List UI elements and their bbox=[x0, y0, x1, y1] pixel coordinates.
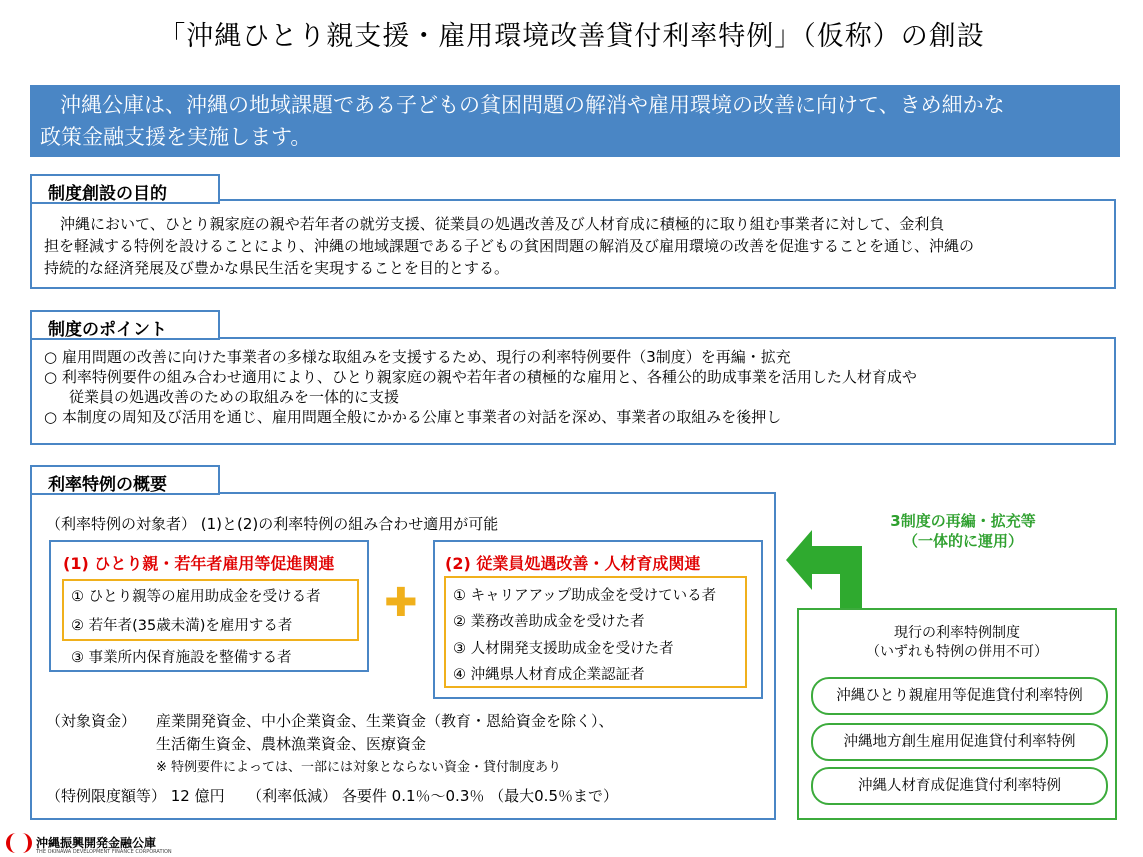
condition-2-item-1: ① キャリアアップ助成金を受けている者 bbox=[453, 588, 717, 604]
lead-line-1: 沖縄公庫は、沖縄の地域課題である子どもの貧困問題の解消や雇用環境の改善に向けて、きめ細かな bbox=[60, 93, 1005, 117]
condition-2-item-2: ② 業務改善助成金を受けた者 bbox=[453, 614, 645, 630]
condition-box-1 bbox=[49, 540, 369, 672]
condition-2-item-4: ④ 沖縄県人材育成企業認証者 bbox=[453, 667, 645, 683]
footer-org-name-en: THE OKINAWA DEVELOPMENT FINANCE CORPORATION bbox=[36, 849, 172, 855]
purpose-heading: 制度創設の目的 bbox=[30, 174, 220, 204]
limit-line: （特例限度額等） 12 億円 （利率低減） 各要件 0.1％～0.3％ （最大0.5％まで） bbox=[46, 787, 618, 805]
purpose-line-1: 沖縄において、ひとり親家庭の親や若年者の就労支援、従業員の処遇改善及び人材育成に積極的に取り組む事業者に対して、金利負 bbox=[60, 215, 945, 233]
overview-heading: 利率特例の概要 bbox=[30, 465, 220, 495]
points-heading: 制度のポイント bbox=[30, 310, 220, 340]
purpose-box bbox=[30, 199, 1116, 289]
condition-2-item-3: ③ 人材開発支援助成金を受けた者 bbox=[453, 641, 674, 657]
point-1: ○ 雇用問題の改善に向けた事業者の多様な取組みを支援するため、現行の利率特例要件（3制度）を再編・拡充 bbox=[44, 348, 791, 366]
purpose-line-3: 持続的な経済発展及び豊かな県民生活を実現することを目的とする。 bbox=[44, 259, 510, 277]
condition-box-2 bbox=[433, 540, 763, 699]
point-2-continued: 従業員の処遇改善のための取組みを一体的に支援 bbox=[69, 388, 400, 406]
target-line: （利率特例の対象者） (1)と(2)の利率特例の組み合わせ適用が可能 bbox=[46, 515, 499, 533]
point-3: ○ 本制度の周知及び活用を通じ、雇用問題全般にかかる公庫と事業者の対話を深め、事業者の取組みを後押し bbox=[44, 408, 782, 426]
funds-line-1: 産業開発資金、中小企業資金、生業資金（教育・恩給資金を除く）、 bbox=[156, 712, 614, 730]
current-system-item-3: 沖縄人材育成促進貸付利率特例 bbox=[811, 767, 1108, 805]
purpose-line-2: 担を軽減する特例を設けることにより、沖縄の地域課題である子どもの貧困問題の解消及び雇用環境の改善を促進することを通じ、沖縄の bbox=[44, 237, 975, 255]
reorg-label bbox=[848, 511, 1078, 551]
okinawa-finance-logo-icon bbox=[6, 833, 32, 853]
current-system-title-1: 現行の利率特例制度 bbox=[894, 625, 1020, 641]
condition-1-item-2: ② 若年者(35歳未満)を雇用する者 bbox=[71, 618, 293, 634]
current-system-title-2: （いずれも特例の併用不可） bbox=[866, 644, 1048, 660]
funds-note: ※ 特例要件によっては、一部には対象とならない資金・貸付制度あり bbox=[156, 760, 562, 775]
funds-label: （対象資金） bbox=[46, 712, 137, 730]
condition-1-item-3: ③ 事業所内保育施設を整備する者 bbox=[71, 650, 292, 666]
reorg-line-2: （一体的に運用） bbox=[902, 532, 1023, 550]
condition-box-2-title: (2) 従業員処遇改善・人材育成関連 bbox=[445, 554, 701, 573]
current-system-box bbox=[797, 608, 1117, 820]
funds-line-2: 生活衛生資金、農林漁業資金、医療資金 bbox=[156, 735, 427, 753]
condition-box-1-title: (1) ひとり親・若年者雇用等促進関連 bbox=[63, 554, 335, 573]
lead-line-2: 政策金融支援を実施します。 bbox=[40, 125, 312, 149]
condition-1-item-1: ① ひとり親等の雇用助成金を受ける者 bbox=[71, 589, 321, 605]
plus-icon: ✚ bbox=[384, 580, 418, 626]
current-system-title bbox=[799, 624, 1115, 662]
page-title: 「沖縄ひとり親支援・雇用環境改善貸付利率特例」（仮称）の創設 bbox=[158, 21, 985, 52]
point-2: ○ 利率特例要件の組み合わせ適用により、ひとり親家庭の親や若年者の積極的な雇用と、各種公的助成事業を活用した人材育成や bbox=[44, 368, 917, 386]
current-system-item-1: 沖縄ひとり親雇用等促進貸付利率特例 bbox=[811, 677, 1108, 715]
lead-banner bbox=[30, 85, 1120, 157]
reorg-line-1: 3制度の再編・拡充等 bbox=[890, 512, 1036, 530]
footer-org-name: 沖縄振興開発金融公庫 bbox=[36, 836, 157, 850]
points-box bbox=[30, 337, 1116, 445]
current-system-item-2: 沖縄地方創生雇用促進貸付利率特例 bbox=[811, 723, 1108, 761]
